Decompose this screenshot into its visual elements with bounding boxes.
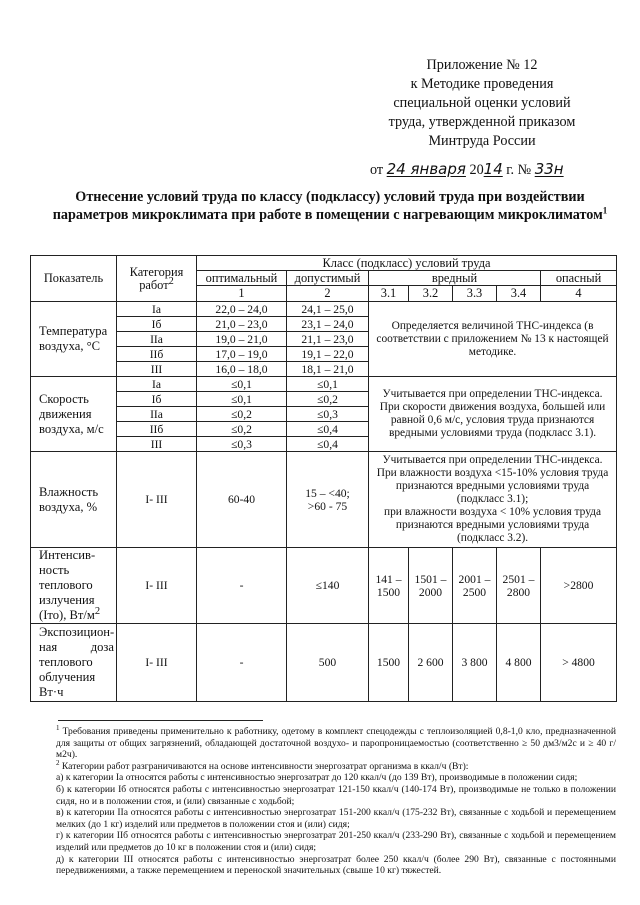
footnotes bbox=[56, 723, 616, 877]
irradiation-label-line: теплового bbox=[39, 578, 93, 592]
order-year-label: г. № bbox=[506, 162, 532, 178]
exposure-label-line: Экспозицион- bbox=[39, 625, 115, 639]
range-end: 2500 bbox=[462, 585, 487, 599]
group-acceptable: допустимый bbox=[287, 271, 369, 286]
title-text: Отнесение условий труда по классу (подклассу) условий труда при воздействии параметров микроклимата при работе в помещении с нагревающим микроклиматом bbox=[52, 189, 603, 223]
acceptable-cell: ≤0,1 bbox=[287, 377, 369, 392]
table-row bbox=[31, 624, 617, 702]
acceptable-cell: 19,1 – 22,0 bbox=[287, 347, 369, 362]
category-cell: Iб bbox=[117, 317, 197, 332]
category-cell: IIб bbox=[117, 422, 197, 437]
optimal-cell: 17,0 – 19,0 bbox=[197, 347, 287, 362]
optimal-cell: ≤0,1 bbox=[197, 392, 287, 407]
header-line: к Методике проведения bbox=[410, 76, 554, 92]
optimal-cell: 60-40 bbox=[197, 452, 287, 548]
category-cell: Iб bbox=[117, 392, 197, 407]
humidity-acceptable-line: >60 - 75 bbox=[307, 499, 348, 513]
class-3-2-cell: 2 600 bbox=[409, 624, 453, 702]
footnote-item: б) к категории Iб относятся работы с интенсивностью энергозатрат 121-150 ккал/ч (140-174 Вт), производимые не только в положении сидя, но и в положении стоя, и (или) связанные с ходьбой; bbox=[56, 783, 616, 807]
footnote-item: в) к категории IIа относятся работы с интенсивностью энергозатрат 151-200 ккал/ч (175-232 Вт), связанные с ходьбой и перемещением мелких (до 1 кг) изделий или предметов в положении стоя и (или) сидя; bbox=[56, 807, 616, 830]
irradiation-label-line: Интенсив- bbox=[39, 548, 96, 562]
footnote-item: а) к категории Iа относятся работы с интенсивностью энергозатрат до 120 ккал/ч (до 139 Вт), производимые в положении сидя; bbox=[56, 772, 578, 784]
temperature-note: Определяется величиной ТНС-индекса (в соответствии с приложением № 13 к настоящей методике. bbox=[369, 302, 617, 377]
optimal-cell: ≤0,2 bbox=[197, 422, 287, 437]
table-row bbox=[31, 548, 617, 624]
range-start: 1501 – bbox=[414, 572, 447, 586]
class-3-2-cell bbox=[409, 548, 453, 624]
exposure-label-line: теплового bbox=[39, 655, 93, 669]
category-cell: IIа bbox=[117, 407, 197, 422]
class-4-cell: >2800 bbox=[541, 548, 617, 624]
class-number: 3.2 bbox=[409, 286, 453, 302]
document-title bbox=[40, 188, 620, 224]
exposure-label-line: Вт·ч bbox=[39, 685, 64, 699]
order-reference bbox=[370, 160, 620, 179]
col-category-header bbox=[117, 256, 197, 302]
order-number-handwritten: 33н bbox=[534, 160, 564, 178]
header-line: специальной оценки условий bbox=[393, 95, 571, 111]
acceptable-cell: ≤0,4 bbox=[287, 422, 369, 437]
order-year-prefix: 20 bbox=[469, 162, 484, 178]
irradiation-unit-text: (Iто), Вт/м bbox=[39, 608, 95, 622]
class-number: 3.4 bbox=[497, 286, 541, 302]
category-cell: III bbox=[117, 362, 197, 377]
irradiation-label bbox=[31, 548, 117, 624]
category-cell: Iа bbox=[117, 302, 197, 317]
acceptable-cell: ≤0,2 bbox=[287, 392, 369, 407]
category-cell: Iа bbox=[117, 377, 197, 392]
col-category-mark: 2 bbox=[168, 275, 174, 287]
range-start: 141 – bbox=[375, 572, 402, 586]
air-speed-label: Скорость движения воздуха, м/с bbox=[31, 377, 117, 452]
order-year-handwritten: 14 bbox=[483, 160, 503, 178]
irradiation-label-line: ность bbox=[39, 563, 70, 577]
table-row bbox=[31, 377, 617, 392]
temperature-label: Температура воздуха, °С bbox=[31, 302, 117, 377]
range-end: 1500 bbox=[376, 585, 401, 599]
optimal-cell: 16,0 – 18,0 bbox=[197, 362, 287, 377]
optimal-cell: 19,0 – 21,0 bbox=[197, 332, 287, 347]
category-cell: IIб bbox=[117, 347, 197, 362]
class-3-1-cell bbox=[369, 548, 409, 624]
acceptable-cell: 21,1 – 23,0 bbox=[287, 332, 369, 347]
footnote-text: Категории работ разграничиваются на основе интенсивности энергозатрат организма в ккал/ч (Вт): bbox=[61, 760, 469, 772]
table-row bbox=[31, 452, 617, 548]
humidity-note bbox=[369, 452, 617, 548]
class-3-4-cell bbox=[497, 548, 541, 624]
table-row bbox=[31, 302, 617, 317]
range-start: 2001 – bbox=[458, 572, 491, 586]
class-number: 2 bbox=[287, 286, 369, 302]
exposure-label-line: облучения bbox=[39, 670, 96, 684]
class-number: 3.3 bbox=[453, 286, 497, 302]
group-dangerous: опасный bbox=[541, 271, 617, 286]
acceptable-cell: 500 bbox=[287, 624, 369, 702]
optimal-cell: 21,0 – 23,0 bbox=[197, 317, 287, 332]
class-3-4-cell: 4 800 bbox=[497, 624, 541, 702]
title-footnote-mark: 1 bbox=[602, 205, 608, 216]
range-start: 2501 – bbox=[502, 572, 535, 586]
class-header: Класс (подкласс) условий труда bbox=[197, 256, 617, 271]
class-number: 1 bbox=[197, 286, 287, 302]
header-line: труда, утвержденной приказом bbox=[388, 114, 576, 130]
irradiation-label-unit bbox=[39, 605, 114, 623]
group-optimal: оптимальный bbox=[197, 271, 287, 286]
optimal-cell: - bbox=[197, 624, 287, 702]
humidity-label: Влажность воздуха, % bbox=[31, 452, 117, 548]
category-cell: I- III bbox=[117, 452, 197, 548]
class-3-3-cell bbox=[453, 548, 497, 624]
footnote-divider bbox=[58, 720, 263, 721]
class-4-cell: > 4800 bbox=[541, 624, 617, 702]
humidity-note-line: Учитывается при определении ТНС-индекса. При влажности воздуха <15-10% условия труда признаются вредными условиями труда (подкласс 3.1); bbox=[376, 454, 609, 505]
range-end: 2000 bbox=[418, 585, 443, 599]
acceptable-cell: ≤140 bbox=[287, 548, 369, 624]
footnote-mark: 2 bbox=[56, 758, 60, 767]
optimal-cell: ≤0,3 bbox=[197, 437, 287, 452]
group-harmful: вредный bbox=[369, 271, 541, 286]
irradiation-unit-sup: 2 bbox=[94, 605, 101, 617]
col-category-label: Категория работ bbox=[129, 264, 184, 292]
irradiation-label-line: излучения bbox=[39, 593, 95, 607]
acceptable-cell: ≤0,4 bbox=[287, 437, 369, 452]
humidity-note-line: при влажности воздуха < 10% условия труда признаются вредными условиями труда (подкласс 3.2). bbox=[384, 506, 602, 544]
range-end: 2800 bbox=[506, 585, 531, 599]
footnote-text: Требования приведены применительно к работнику, одетому в комплект спецодежды с теплоизоляцией 0,8-1,0 кло, предназначенной для защиты от общих загрязнений, обладающей достаточной воздухо- и паропроницаемостью (соответственно ≥ 50 дм3/м2с и ≥ 40 г/м2ч). bbox=[56, 726, 616, 761]
acceptable-cell bbox=[287, 452, 369, 548]
class-3-3-cell: 3 800 bbox=[453, 624, 497, 702]
acceptable-cell: ≤0,3 bbox=[287, 407, 369, 422]
col-indicator-header: Показатель bbox=[31, 256, 117, 302]
optimal-cell: ≤0,1 bbox=[197, 377, 287, 392]
optimal-cell: ≤0,2 bbox=[197, 407, 287, 422]
acceptable-cell: 23,1 – 24,0 bbox=[287, 317, 369, 332]
optimal-cell: - bbox=[197, 548, 287, 624]
order-prefix: от bbox=[370, 162, 384, 178]
optimal-cell: 22,0 – 24,0 bbox=[197, 302, 287, 317]
footnote-mark: 1 bbox=[56, 723, 60, 732]
category-cell: IIа bbox=[117, 332, 197, 347]
exposure-label bbox=[31, 624, 117, 702]
air-speed-note: Учитывается при определении ТНС-индекса. При скорости движения воздуха, большей или равной 0,6 м/с, условия труда признаются вредными условиями труда (подкласс 3.1). bbox=[369, 377, 617, 452]
class-3-1-cell: 1500 bbox=[369, 624, 409, 702]
order-date-handwritten: 24 января bbox=[386, 160, 466, 178]
footnote-2 bbox=[56, 758, 616, 773]
humidity-acceptable-line: 15 – <40; bbox=[305, 486, 350, 500]
microclimate-table bbox=[30, 255, 617, 702]
footnote-item: г) к категории IIб относятся работы с интенсивностью энергозатрат 201-250 ккал/ч (233-290 Вт), связанные с ходьбой и перемещением изделий или предметов до 10 кг в положении стоя и (или) сидя; bbox=[56, 830, 616, 853]
footnote-1 bbox=[56, 723, 616, 761]
class-number: 3.1 bbox=[369, 286, 409, 302]
footnote-item: д) к категории III относятся работы с интенсивностью энергозатрат более 250 ккал/ч (более 290 Вт), связанные с постоянными передвижениями, а также перемещением и переноской значительных (свыше 10 кг) тяжестей. bbox=[56, 853, 616, 877]
appendix-header bbox=[352, 56, 612, 151]
category-cell: I- III bbox=[117, 548, 197, 624]
category-cell: I- III bbox=[117, 624, 197, 702]
exposure-label-line: ная доза bbox=[39, 640, 114, 654]
header-line: Приложение № 12 bbox=[426, 57, 538, 73]
header-line: Минтруда России bbox=[428, 133, 536, 149]
acceptable-cell: 24,1 – 25,0 bbox=[287, 302, 369, 317]
class-number: 4 bbox=[541, 286, 617, 302]
acceptable-cell: 18,1 – 21,0 bbox=[287, 362, 369, 377]
category-cell: III bbox=[117, 437, 197, 452]
